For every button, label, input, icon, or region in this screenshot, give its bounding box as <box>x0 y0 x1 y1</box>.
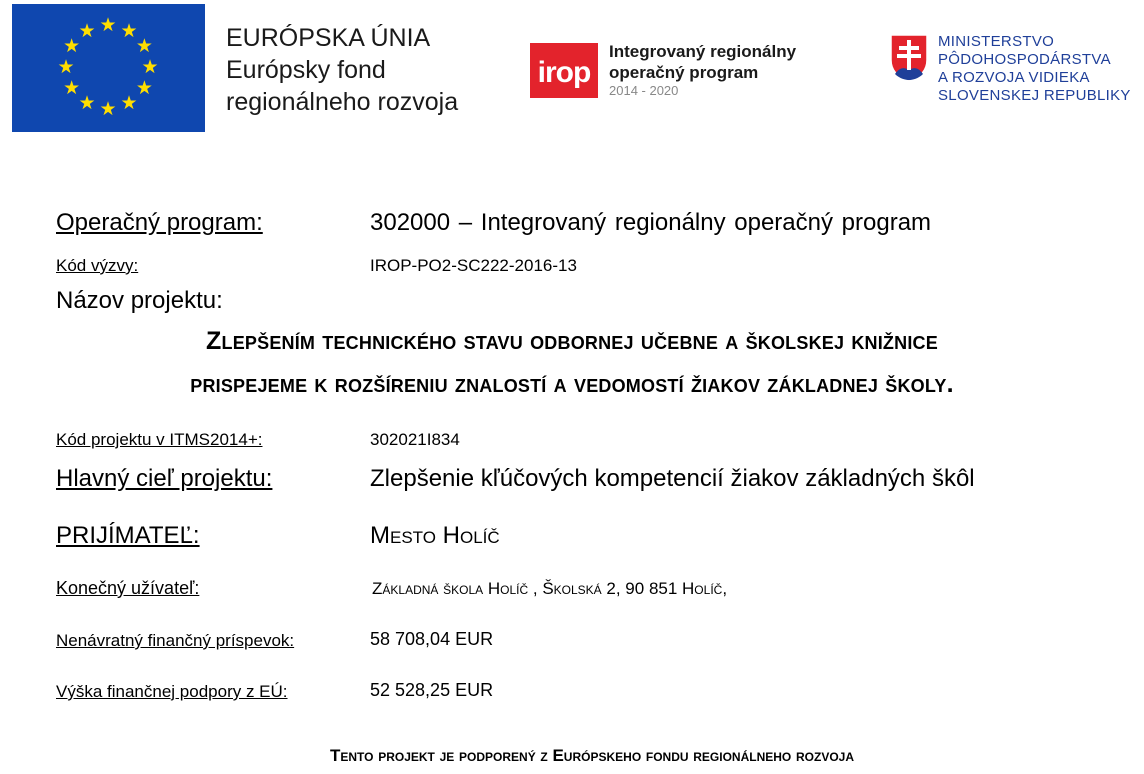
footer-note: Tento projekt je podporený z Európskeho fondu regionálneho rozvoja <box>329 746 854 765</box>
irop-logo <box>530 43 598 98</box>
ministry-text <box>938 33 1131 105</box>
operational-program-label: Operačný program: <box>56 209 263 236</box>
itms-code-value: 302021I834 <box>370 430 460 449</box>
grant-value: 58 708,04 EUR <box>370 629 494 649</box>
itms-code-label: Kód projektu v ITMS2014+: <box>56 430 263 449</box>
irop-line-1: Integrovaný regionálny <box>609 42 797 61</box>
end-user-value: Základná škola Holíč , Školská 2, 90 851 Holíč, <box>372 579 728 598</box>
irop-line-3: 2014 - 2020 <box>609 83 679 98</box>
project-name-label: Názov projektu: <box>56 287 223 314</box>
call-code-value: IROP-PO2-SC222-2016-13 <box>370 256 577 275</box>
eu-star-icon: ★ <box>135 78 153 99</box>
eu-line-3: regionálneho rozvoja <box>226 88 459 116</box>
recipient-value: Mesto Holíč <box>370 522 500 549</box>
irop-text <box>609 41 796 99</box>
call-code-label: Kód výzvy: <box>56 256 139 275</box>
eu-line-1: EURÓPSKA ÚNIA <box>226 24 431 52</box>
operational-program-value: 302000 – Integrovaný regionálny operačný program <box>370 209 932 236</box>
eu-star-icon: ★ <box>141 57 159 78</box>
irop-line-2: operačný program <box>609 63 759 82</box>
project-title-line-2: prispejeme k rozšíreniu znalostí a vedomostí žiakov základnej školy. <box>190 370 954 398</box>
eu-star-icon: ★ <box>63 78 81 99</box>
eu-fund-text <box>226 22 458 118</box>
grant-label: Nenávratný finančný príspevok: <box>56 631 295 650</box>
eu-star-icon: ★ <box>78 93 96 115</box>
eu-star-icon: ★ <box>99 99 117 120</box>
project-title-line-1: Zlepšením technického stavu odbornej učebne a školskej knižnice <box>206 327 938 355</box>
eu-star-icon: ★ <box>63 36 81 57</box>
eu-support-label: Výška finančnej podpory z EÚ: <box>56 682 288 701</box>
eu-star-icon: ★ <box>135 36 153 57</box>
recipient-label: PRIJÍMATEĽ: <box>56 522 200 549</box>
end-user-label: Konečný užívateľ: <box>56 578 200 598</box>
eu-line-2: Európsky fond <box>226 56 386 84</box>
eu-star-icon: ★ <box>120 93 138 115</box>
eu-support-value: 52 528,25 EUR <box>370 680 494 700</box>
eu-star-icon: ★ <box>99 15 117 36</box>
eu-star-icon: ★ <box>78 20 96 42</box>
ministry-line-2: PÔDOHOSPODÁRSTVA <box>938 51 1111 68</box>
eu-star-icon: ★ <box>57 57 75 78</box>
ministry-line-3: A ROZVOJA VIDIEKA <box>938 69 1090 86</box>
eu-star-icon: ★ <box>120 20 138 42</box>
slovak-coat-of-arms-icon <box>890 34 928 82</box>
ministry-line-4: SLOVENSKEJ REPUBLIKY <box>938 87 1131 104</box>
eu-flag-logo <box>12 4 205 132</box>
ministry-line-1: MINISTERSTVO <box>938 33 1055 50</box>
main-goal-label: Hlavný cieľ projektu: <box>56 465 273 492</box>
irop-logo-text: irop <box>537 56 591 89</box>
main-goal-value: Zlepšenie kľúčových kompetencií žiakov základných škôl <box>370 465 975 492</box>
